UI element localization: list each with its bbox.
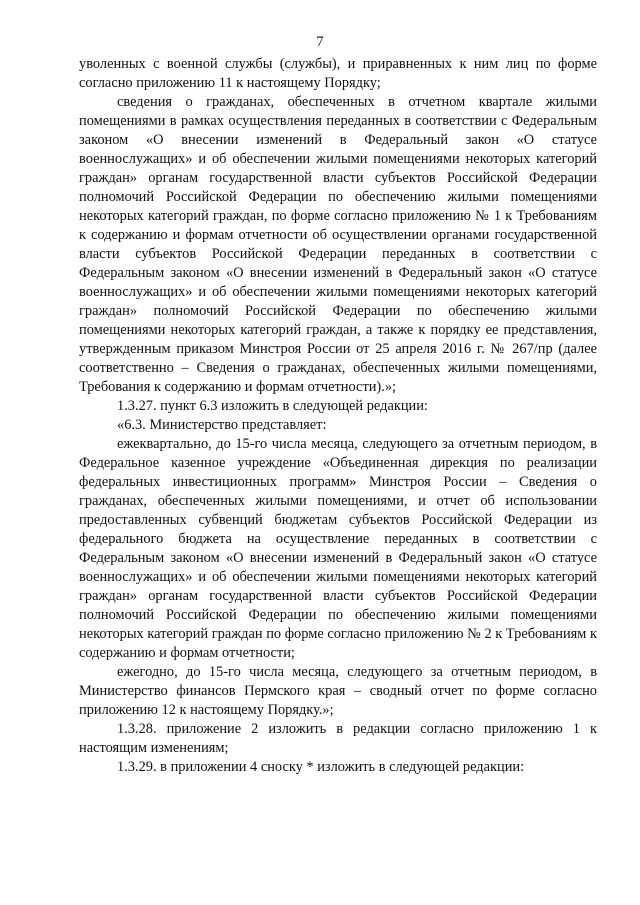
paragraph: 1.3.27. пункт 6.3 изложить в следующей редакции:	[117, 398, 428, 414]
paragraph: сведения о гражданах, обеспеченных в отчетном квартале жилыми помещениями в рамках осуществления переданных в соответствии с Федеральным законом «О внесении изменений в Федеральный закон «О статусе военнослужащих» и об обеспечении жилыми помещениями некоторых категорий граждан» органам государственной власти субъектов Российской Федерации полномочий Российской Федерации по обеспечению жилыми помещениями некоторых категорий граждан, по форме согласно приложению № 1 к Требованиям к содержанию и формам отчетности об осуществлении органами государственной власти субъектов Российской Федерации переданных в соответствии с Федеральным законом «О внесении изменений в Федеральный закон «О статусе военнослужащих» и об обеспечении жилыми помещениями некоторых категорий граждан» полномочий Российской Федерации по обеспечению жилыми помещениями некоторых категорий граждан, а также к порядку ее представления, утвержденным приказом Минстроя России от 25 апреля 2016 г. № 267/пр (далее соответственно – Сведения о гражданах, обеспеченных жилыми помещениями, Требования к содержанию и формам отчетности).»;	[79, 94, 597, 395]
paragraph: «6.3. Министерство представляет:	[117, 417, 327, 433]
paragraph: 1.3.28. приложение 2 изложить в редакции согласно приложению 1 к настоящим изменениям;	[79, 721, 597, 756]
paragraph: ежеквартально, до 15-го числа месяца, следующего за отчетным периодом, в Федеральное казенное учреждение «Объединенная дирекция по реализации федеральных инвестиционных программ» Минстроя России – Сведения о гражданах, обеспеченных жилыми помещениями, и отчет об использовании предоставленных субвенций бюджетам субъектов Российской Федерации из федерального бюджета на осуществление переданных в соответствии с Федеральным законом «О внесении изменений в Федеральный закон «О статусе военнослужащих» и об обеспечении жилыми помещениями некоторых категорий граждан» органам государственной власти субъектов Российской Федерации полномочий Российской Федерации по обеспечению жилыми помещениями некоторых категорий граждан по форме согласно приложению № 2 к Требованиям к содержанию и формам отчетности;	[79, 436, 597, 661]
paragraph: уволенных с военной службы (службы), и приравненных к ним лиц по форме согласно приложению 11 к настоящему Порядку;	[79, 56, 597, 91]
paragraph: 1.3.29. в приложении 4 сноску * изложить в следующей редакции:	[117, 759, 525, 775]
paragraph: ежегодно, до 15-го числа месяца, следующего за отчетным периодом, в Министерство финансов Пермского края – сводный отчет по форме согласно приложению 12 к настоящему Порядку.»;	[79, 664, 597, 718]
document-body	[79, 55, 597, 777]
page-number: 7	[316, 34, 324, 50]
